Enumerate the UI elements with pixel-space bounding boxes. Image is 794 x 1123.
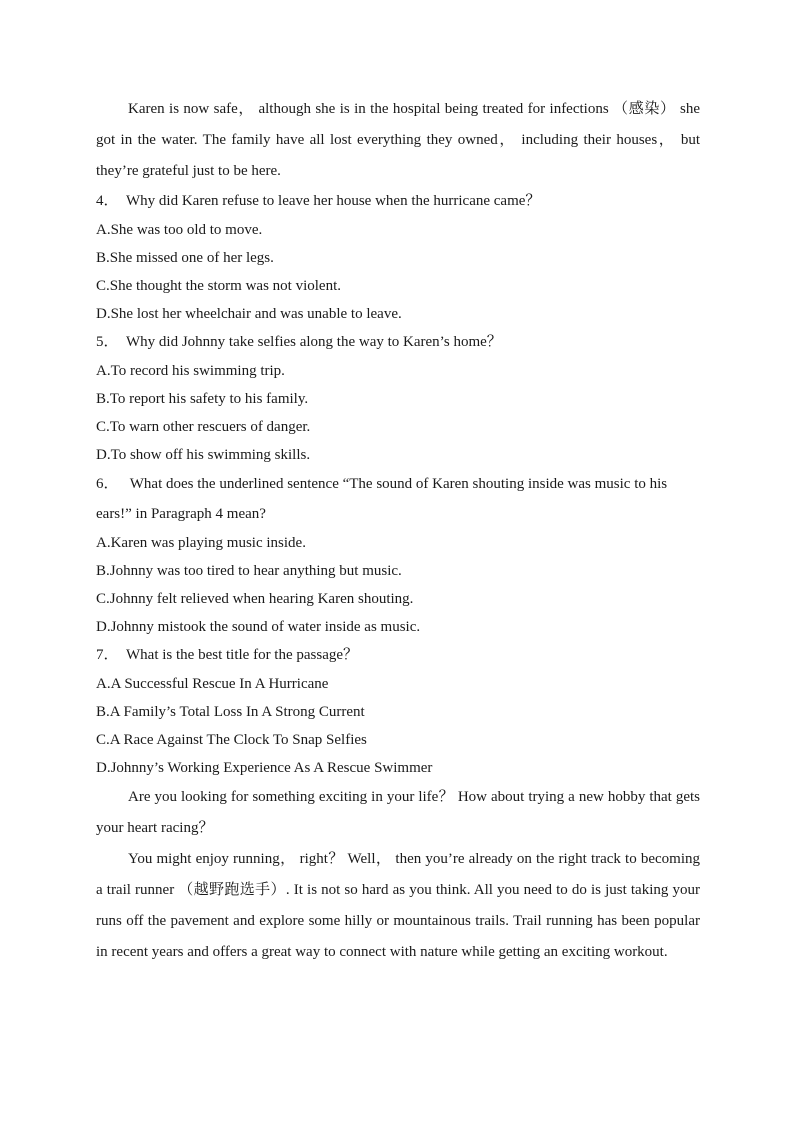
option-d: D.Johnny’s Working Experience As A Rescue Swimmer: [96, 760, 433, 776]
option-a: A.A Successful Rescue In A Hurricane: [96, 676, 329, 692]
question-stem: [96, 641, 700, 670]
question-7: [96, 641, 700, 782]
question-stem: [96, 328, 700, 357]
option-a: A.To record his swimming trip.: [96, 363, 285, 379]
question-stem: [96, 187, 700, 216]
question-text: What is the best title for the passage？: [126, 647, 359, 663]
question-number: 7．: [96, 647, 119, 663]
option-a: A.Karen was playing music inside.: [96, 535, 306, 551]
passage-paragraph: Are you looking for something exciting in your life？ How about trying a new hobby that gets your heart racing？: [96, 789, 700, 836]
question-number: 6．: [96, 476, 119, 492]
question-number: 4．: [96, 193, 119, 209]
question-number: 5．: [96, 334, 119, 350]
option-a: A.She was too old to move.: [96, 222, 263, 238]
question-text: Why did Johnny take selfies along the way to Karen’s home？: [126, 334, 502, 350]
question-4: [96, 187, 700, 328]
option-b: B.She missed one of her legs.: [96, 250, 274, 266]
option-c: C.To warn other rescuers of danger.: [96, 419, 311, 435]
option-d: D.Johnny mistook the sound of water inside as music.: [96, 619, 421, 635]
question-text: What does the underlined sentence “The sound of Karen shouting inside was music to his ears!” in Paragraph 4 mean?: [96, 476, 668, 522]
option-c: C.A Race Against The Clock To Snap Selfies: [96, 732, 367, 748]
question-text: Why did Karen refuse to leave her house when the hurricane came？: [126, 193, 541, 209]
option-d: D.To show off his swimming skills.: [96, 447, 311, 463]
passage-paragraph: Karen is now safe， although she is in the hospital being treated for infections （感染） she got in the water. The family have all lost everything they owned， including their houses， but they’re grateful just to be here.: [96, 101, 700, 179]
option-c: C.Johnny felt relieved when hearing Karen shouting.: [96, 591, 414, 607]
option-b: B.A Family’s Total Loss In A Strong Current: [96, 704, 365, 720]
option-b: B.To report his safety to his family.: [96, 391, 309, 407]
option-d: D.She lost her wheelchair and was unable to leave.: [96, 306, 402, 322]
option-b: B.Johnny was too tired to hear anything but music.: [96, 563, 402, 579]
page-content: [96, 94, 700, 968]
question-6: [96, 469, 700, 641]
question-5: [96, 328, 700, 469]
passage-paragraph: You might enjoy running， right？ Well， then you’re already on the right track to becoming a trail runner （越野跑选手）. It is not so hard as you think. All you need to do is just taking your runs off the pavement and explore some hilly or mountainous trails. Trail running has been popular in recent years and offers a great way to connect with nature while getting an exciting workout.: [96, 851, 700, 960]
option-c: C.She thought the storm was not violent.: [96, 278, 341, 294]
question-stem: [96, 469, 700, 529]
